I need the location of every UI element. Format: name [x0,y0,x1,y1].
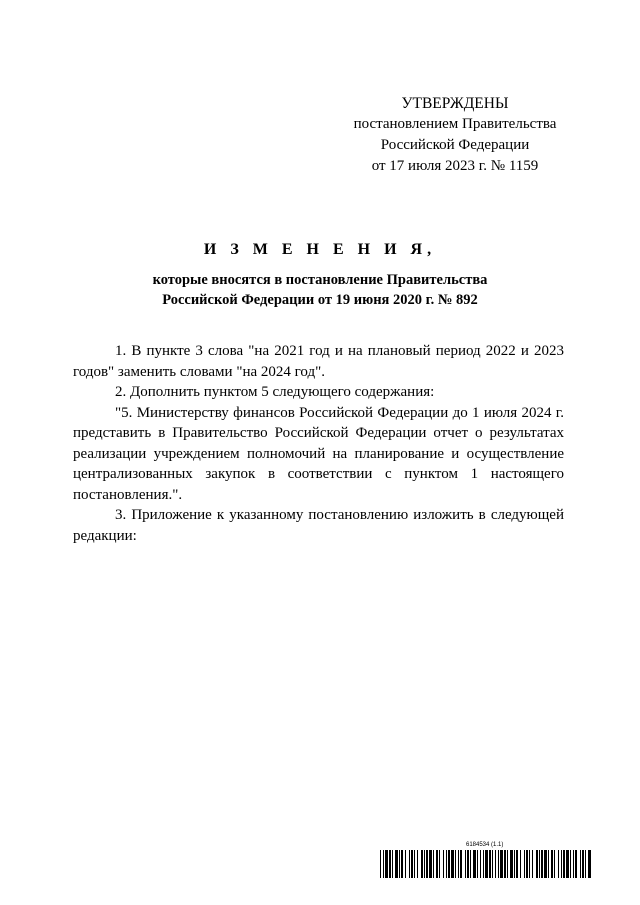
barcode-bar [526,850,528,878]
paragraph-1: 1. В пункте 3 слова "на 2021 год и на плановый период 2022 и 2023 годов" заменить словами "на 2024 год". [73,343,564,380]
barcode-bar [395,850,398,878]
paragraph-4: 3. Приложение к указанному постановлению изложить в следующей редакции: [73,507,564,544]
barcode-bar [551,850,553,878]
barcode-bar [436,850,438,878]
barcode-bar [570,850,571,878]
barcode-bar [443,850,444,878]
barcode-bar [554,850,555,878]
barcode-bar [401,850,403,878]
barcode-bar [439,850,440,878]
barcode-bar [483,850,484,878]
barcode-bar [451,850,454,878]
barcode-bar [424,850,425,878]
barcode-bar [421,850,423,878]
barcode-bar [448,850,450,878]
barcode-bar [516,850,518,878]
barcode-bar [561,850,562,878]
barcode-bar [455,850,456,878]
barcode-bar [385,850,388,878]
barcode-bar [524,850,525,878]
barcode-bar [409,850,410,878]
barcode-bar [489,850,491,878]
barcode-bar [529,850,530,878]
barcode-bar [477,850,478,878]
title-heading: И З М Е Н Е Н И Я, [203,241,437,258]
barcode-bar [399,850,400,878]
barcode-bar [588,850,591,878]
barcode-bar [405,850,406,878]
barcode-bar [392,850,393,878]
document-body [73,341,564,546]
document-code: 6184534 (1.1) [466,842,504,848]
barcode-bar [585,850,586,878]
approval-stamp [320,93,590,177]
barcode-bar [582,850,584,878]
title-subtitle-line-1: которые вносятся в постановление Правительства [152,272,488,288]
approval-line-date-number: от 17 июля 2023 г. № 1159 [371,158,539,174]
barcode-bar [575,850,577,878]
approval-line-federation: Российской Федерации [380,137,530,153]
barcode-bar [580,850,581,878]
barcode-bar [465,850,466,878]
barcode-bar [411,850,413,878]
barcode-bar [492,850,493,878]
barcode-bar [446,850,447,878]
barcode-bar [467,850,469,878]
approval-title: УТВЕРЖДЕНЫ [401,95,509,112]
barcode-bar [566,850,569,878]
barcode-bar [458,850,459,878]
barcode-bar [460,850,462,878]
barcode-bar [380,850,381,878]
barcode-bar [504,850,506,878]
barcode-bar [507,850,508,878]
barcode-bar [480,850,481,878]
barcode-bar [539,850,540,878]
barcode-bar [544,850,547,878]
barcode-bar [383,850,384,878]
barcode-bar [495,850,496,878]
barcode-bar [573,850,574,878]
barcode-bar [429,850,432,878]
barcode-bar [563,850,565,878]
barcode-bar [536,850,538,878]
approval-line-decree: постановлением Правительства [353,116,557,132]
barcode-bar [470,850,471,878]
barcode-bar [500,850,503,878]
document-title [60,239,580,310]
barcode-bar [485,850,488,878]
title-subtitle-line-2: Российской Федерации от 19 июня 2020 г. № 892 [162,292,478,308]
barcode-bar [558,850,559,878]
barcode-bar [417,850,418,878]
barcode-bar [498,850,499,878]
barcode-bar [532,850,533,878]
barcode-bar [514,850,515,878]
barcode-bar [426,850,428,878]
barcode-bar [433,850,434,878]
barcode-bar [510,850,513,878]
barcode-bar [414,850,415,878]
barcode-bar [520,850,521,878]
paragraph-2: 2. Дополнить пунктом 5 следующего содержания: [115,384,435,400]
paragraph-3: "5. Министерству финансов Российской Федерации до 1 июля 2024 г. представить в Правительство Российской Федерации отчет о результатах реализации учреждением полномочий на планирование и осуществление централизованных закупок в соответствии с пунктом 1 настоящего постановления.". [73,404,564,503]
barcode-bar [389,850,391,878]
barcode-bar [548,850,549,878]
barcode-bar [473,850,476,878]
barcode-icon [380,850,592,878]
barcode-bar [541,850,543,878]
